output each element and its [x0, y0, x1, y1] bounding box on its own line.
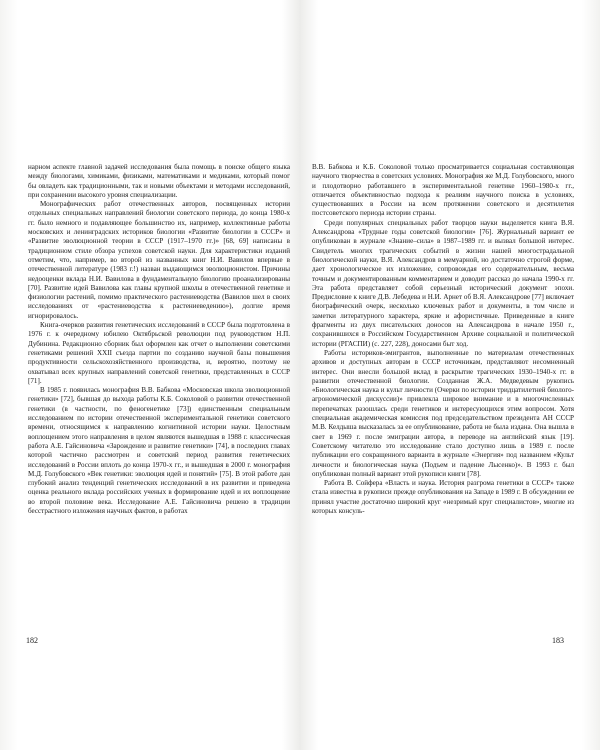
right-page-text [312, 163, 574, 633]
paragraph: Монографических работ отечественных авторов, посвященных истории отдельных специальных направлений биологии советского периода, до конца 1980-х гг. было немного и подавляющее большинство их, например, коллективные работы московских и ленинградских историков биологии «Развитие биологии в СССР» и «Развитие эволюционной теории в СССР (1917–1970 гг.)» [68, 69] написаны в традиционном стиле обзора успехов советской науки. Для характеристики изданий отметим, что, например, во второй из названных книг Н.И. Вавилов впервые в отечественной литературе (1983 г.!) назван выдающимся эволюционистом. Причины недооценки вклада Н.И. Вавилова в фундаментальную биологию проанализированы [70]. Развитие идей Вавилова как главы крупной школы в отечественной генетике и физиологии растений, помимо практического растениеводства (Вавилов шел в своих исследованиях от «растениеводства к растениеведению»), долгие время игнорировалось. [28, 200, 290, 320]
paragraph: Работа В. Сойфера «Власть и наука. История разгрома генетики в СССР» также стала известна в рукописи прежде опубликования на Западе в 1989 г. В обсуждении ее принял участие достаточно широкий круг «незримый круг специалистов», многие из которых консуль- [312, 479, 574, 515]
paragraph: В.В. Бабкова и К.Б. Соколовой только просматривается социальная составляющая научного творчества в советских условиях. Монография же М.Д. Голубовского, много и плодотворно работавшего в экспериментальной генетике 1960–1980-х гг., отличается объективностью подхода к реалиям научного поиска в условиях, существовавших в России на всем протяжении советского и десятилетия постсоветского периода истории страны. [312, 163, 574, 218]
paragraph: Среди популярных специальных работ творцов науки выделяется книга В.Я. Александрова «Трудные годы советской биологии» [76]. Журнальный вариант ее опубликован в журнале «Знание–сила» в 1987–1989 гг. и вызвал большой интерес. Свидетель многих трагических событий в жизни нашей многострадальной биологической науки, В.Я. Александров в мемуарной, но достаточно строгой форме, дает хронологическое их изложение, сопровождая его содержательным, весьма точным и документированным комментарием и доводит рассказ до начала 1990-х гг. Эта работа представляет собой серьезный исторический документ эпохи. Предисловие к книге Д.В. Лебедева и Н.И. Арнет об В.Я. Александрове [77] включает биографический очерк, несколько ключевых работ и документы, в том числе и заметки литературного характера, яркие и афористичные. Приведенные в книге фрагменты из двух писательских доносов на Александрова в начале 1950 г., сохранившихся в Российском Государственном Архиве социальной и политической истории (РГАСПИ) (с. 227, 228), доносами быт ход. [312, 218, 574, 348]
paragraph: нарном аспекте главной задачей исследования была помощь в поиске общего языка между биологами, химиками, физиками, математиками и медиками, который помог бы овладеть как традиционными, так и новыми объектами и методами исследований, при сохранении высокого уровня специализации. [28, 163, 290, 199]
left-page-text [28, 163, 290, 633]
paragraph: Работы историков-эмигрантов, выполненные по материалам отечественных архивов и доступных авторам в СССР источникам, представляют несомненный интерес. Они внесли большой вклад в раскрытие трагических 1930–1940-х гг. в развитии отечественной биологии. Созданная Ж.А. Медведевым рукопись «Биологическая наука и культ личности (Очерки по истории тридцатилетней биолого-агрономической дискуссии)» привлекла широкое внимание и в многочисленных перепечатках разошлась среди генетиков и интересующихся этим вопросом. Хотя специальная академическая комиссия под председательством президента АН СССР М.В. Келдыша высказалась за ее опубликование, работа не была издана. Она вышла в свет в 1969 г. после эмиграции автора, в переводе на английский язык [19]. Советскому читателю это исследование стало доступно лишь в 1989 г. после публикации его сокращенного варианта в журнале «Энергия» под названием «Культ личности и биологическая наука (Подъем и падение Лысенко)». В 1993 г. был опубликован полный вариант этой рукописи книги [78]. [312, 348, 574, 478]
page-number-right: 183 [552, 636, 564, 645]
page-number-left: 182 [26, 636, 38, 645]
paragraph: Книга-очерков развития генетических исследований в СССР была подготовлена в 1976 г. к очередному юбилею Октябрьской революции под руководством Н.П. Дубинина. Редакционно сборник был оформлен как отчет о выполнении советскими генетиками решений XXII съезда партии по созданию научной базы повышения продуктивности сельскохозяйственного производства, и, вероятно, поэтому не охватывал всех крупных направлений советской генетики, представленных в СССР [71]. [28, 321, 290, 385]
paragraph: В 1985 г. появилась монография В.В. Бабкова «Московская школа эволюционной генетики» [72], бывшая до выхода работы К.Б. Соколовой о развитии отечественной генетики (в частности, по феногенетике [73]) единственным специальным исследованием по истории отечественной экспериментальной генетики советского времени, относящимся к направлению когнитивной истории науки. Целостным воплощением этого направления в целом являются вышедшая в 1988 г. классическая работа А.Е. Гайсиновича «Зарождение и развитие генетики» [74], в последних главах которой частично рассмотрен и советский период развития генетических исследований в России вплоть до конца 1970-х гг., и вышедшая в 2000 г. монография М.Д. Голубовского «Век генетики: эволюция идей и понятий» [75]. В этой работе дан глубокий анализ тенденций генетических исследований в их развитии и приведена оценка реального вклада российских ученых в формирование идей и их воплощение во второй половине века. Исследование А.Е. Гайсиновича решено в традиции бесстрастного изложения научных фактов, в работах [28, 386, 290, 515]
